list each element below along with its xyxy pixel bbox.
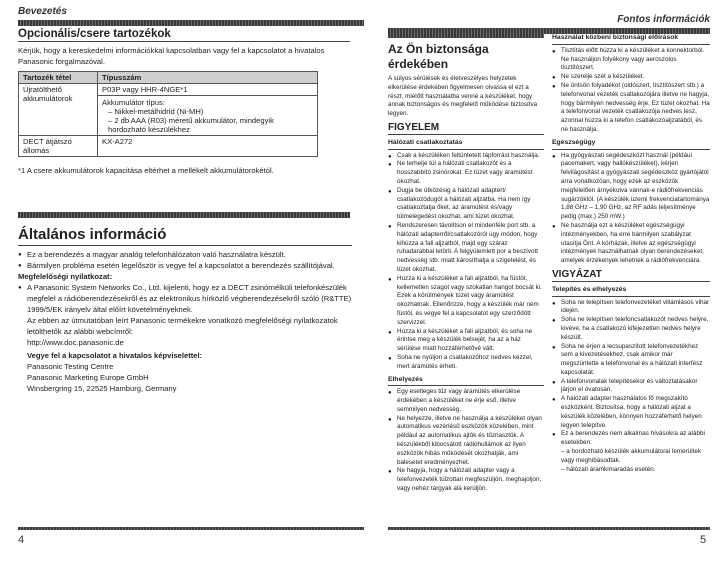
list-item: ● Rendszeresen távolítson el mindenféle port stb. a hálózati adapterről/csatlakozóról úgy módon, hogy kihúzza a fali aljzatból, majd egy száraz ruhadarabbal letörli. A felgyülemlett por a beszívott nedvesség stb. miatt károsíthatja a szigetelést, és tüzet okozhat. <box>388 222 544 275</box>
list-item: ● Ez a berendezés a magyar analóg telefonhálózaton való használatra készült. <box>18 249 352 260</box>
right-column-1 <box>388 34 544 494</box>
list-item: ● Ha gyógyászati segédeszközt használ (például pacemakert, vagy hallókészüléket), kérjen felvilágosítást a gyógyászati segédeszköz gyártójától arra vonatkozóan, hogy ezek az eszközök megfelelően árnyékolva vannak-e rádiófrekvenciás sugárzóktól. (A készülék üzemi frekvenciatartománya 1,88 GHz – 1,90 GHz, az RF adás teljesítménye pedig (max.) 250 mW.) <box>552 152 710 222</box>
power-list <box>388 152 544 372</box>
list-item: ● Ne használja ezt a készüléket egészségügyi intézményekben, ha erre bármilyen szabályzat utasítja Önt. A kórházak, illetve az egészségügyi intézmények használhatnak olyan berendezéseket, amelyek érzékenyek lehetnek a rádiófrekvenciára. <box>552 222 710 266</box>
list-item: ● Soha ne telepítsen telefoncsatlakozót nedves helyre, kivéve, ha a csatlakozó kifejezetten nedves helyre készült. <box>552 316 710 342</box>
battery-list <box>552 47 710 135</box>
right-column-2 <box>552 34 710 474</box>
list-item: ● Bármilyen probléma esetén legelőször is vegye fel a kapcsolatot a berendezés szállítójával. <box>18 260 352 271</box>
list-item: ● Soha ne érjen a lecsupaszított telefonvezetékhez sem a kivezetésekhez, csak amikor már megszüntette a telefonvonal és a hálózati interfész kapcsolatát. <box>552 343 710 378</box>
caution-list <box>552 299 710 449</box>
battery-type-1: – Nikkel-metálhidrid (Ni-MH) <box>108 107 204 116</box>
list-item: ● Soha ne telepítsen telefonvezetéket villámlásos vihar idején. <box>552 299 710 317</box>
model-number: P03P vagy HHR-4NGE*1 <box>98 85 317 96</box>
list-item: ● Tisztítás előtt húzza ki a készüléket a konnektorból. Ne használjon folyékony vagy aeroszolos tisztítószert. <box>552 47 710 73</box>
battery-type-2: – 2 db AAA (R03) méretű akkumulátor, mindegyik hordozható készülékhez <box>108 116 274 134</box>
contact-line-1: Panasonic Testing Centre <box>27 362 114 371</box>
list-item: ● A telefonvonalak telepítésekor és változtatásakor járjon el óvatosan. <box>552 378 710 396</box>
list-item: ● Húzza ki a készüléket a fali aljzatból, ha füstöt, kellemetlen szagot vagy szokatlan hangot bocsát ki. Ezek a körülmények tüzet vagy áramütést okozhatnak. Ellenőrizze, hogy a készülék már nem füstöl, és vegye fel a kapcsolatot egy szerződött szervizzel. <box>388 275 544 328</box>
list-item: ● Ne terhelje túl a hálózati csatlakozót és a hosszabbító zsinórokat. Ez tüzet vagy áramütést okozhat. <box>388 160 544 186</box>
safety-bar <box>388 34 544 38</box>
accessories-footnote: *1 A csere akkumulátorok kapacitása eltérhet a mellékelt akkumulátorokétól. <box>18 166 274 175</box>
list-item: ● Egy esetleges tűz vagy áramütés elkerülése érdekében a készüléket ne érje eső, illetve semmilyen nedvesség. <box>388 388 544 414</box>
caution-title: VIGYÁZAT <box>552 271 710 282</box>
left-footer-bar <box>18 527 364 530</box>
right-footer-bar <box>388 527 710 530</box>
caution-dash-list <box>552 448 710 474</box>
list-item: ● A Panasonic System Networks Co., Ltd. kijelenti, hogy ez a DECT zsinórnélküli telefonkészülék megfelel a rádióberendezésekről és az elektronikus hírközlő végberendezésekről szóló (R&TTE) 1999/5/EK irányelv által előírt követelményeknek. <box>18 282 352 315</box>
general-title: Általános információ <box>18 226 167 243</box>
doc-download-text: Az ebben az útmutatóban leírt Panasonic termékekre vonatkozó megfelelőségi nyilatkozatok letölthetők az alábbi webcímről: <box>27 316 338 336</box>
list-item: – hálózati áramkimaradás esetén. <box>561 465 656 473</box>
table-cell-item: Újratölthető akkumulátorok <box>19 84 98 136</box>
list-item: ● Húzza ki a készüléket a fali aljzatból, és soha ne érintse meg a készülék belsejét, ha az a ház sérülése miatt hozzáférhetővé vált. <box>388 328 544 354</box>
warning-title: FIGYELEM <box>388 124 544 135</box>
right-page-header: Fontos információk <box>617 14 710 25</box>
table-row <box>19 136 318 157</box>
accessories-intro: Kérjük, hogy a kereskedelmi információkkal kapcsolatban vagy fel a kapcsolatot a hivatalos Panasonic forgalmazóval. <box>18 46 325 66</box>
list-item: ● Dugja be ütközésig a hálózati adaptert/ csatlakozódugót a hálózati aljzatba. Ha nem így csatlakoztatja őket, az áramütést és/vagy túlmelegedést okozhat, ami tüzet okozhat. <box>388 187 544 222</box>
table-cell-model <box>98 84 318 136</box>
general-list <box>18 249 352 271</box>
safety-intro: A súlyos sérülések és életveszélyes helyzetek elkerülése érdekében figyelmesen olvassa el ezt a részt, mielőtt használatba venné a készüléket, hogy annak biztonságos és megfelelő működése biztosítva legyen. <box>388 75 538 118</box>
medical-list <box>552 152 710 266</box>
list-item: ● A hálózati adapter használatos fő megszakító eszközként. Biztosítsa, hogy a hálózati aljzat a készülék közelében, könnyen hozzáférhető helyen legyen telepítve. <box>552 395 710 430</box>
left-page-number: 4 <box>18 534 25 546</box>
contact-title: Vegye fel a kapcsolatot a hivatalos képviselettel: <box>27 351 203 360</box>
table-header-model: Típusszám <box>98 72 318 84</box>
table-cell-item: DECT átjátszó állomás <box>19 136 98 157</box>
table-header-item: Tartozék tétel <box>19 72 98 84</box>
install-list <box>388 388 544 494</box>
doc-url-link[interactable]: http://www.doc.panasonic.de <box>27 338 124 347</box>
caution-subtitle: Telepítés és elhelyezés <box>552 286 710 297</box>
list-item: ● Ez a berendezés nem alkalmas hívásokra az alábbi esetekben: <box>552 430 710 448</box>
medical-title: Egészségügy <box>552 139 710 150</box>
safety-title-1: Az Ön biztonsága <box>388 42 489 56</box>
contact-line-3: Winsbergring 15, 22525 Hamburg, Germany <box>27 384 177 393</box>
conformity-title: Megfelelőségi nyilatkozat: <box>18 272 113 281</box>
safety-title-2: érdekében <box>388 57 449 71</box>
list-item: ● Ne szerelje szét a készüléket. <box>552 73 710 82</box>
conformity-list <box>18 282 352 315</box>
battery-title: Használat közbeni biztonsági előírások <box>552 34 710 45</box>
list-item: – a hordozható készülék akkumulátorai lemerültek vagy meghibásodtak. <box>561 448 702 464</box>
accessories-title: Opcionális/csere tartozékok <box>18 28 171 40</box>
list-item: ● Ne hagyja, hogy a hálózati adapter vagy a telefonvezeték túlzottan megfeszüljön, meghajoljon, vagy nehéz tárgyak alá kerüljön. <box>388 467 544 493</box>
right-page-number: 5 <box>700 534 707 546</box>
install-title: Elhelyezés <box>388 376 544 387</box>
contact-line-2: Panasonic Marketing Europe GmbH <box>27 373 149 382</box>
table-row <box>19 84 318 136</box>
list-item: ● Csak a készüléken feltüntetett tápforrást használja. <box>388 152 544 161</box>
general-bar <box>18 212 350 218</box>
left-page-header: Bevezetés <box>18 6 67 17</box>
list-item: ● Ne helyezze, illetve ne használja a készüléket olyan automatikus vezérlésű eszközök közelében, mint például az automatikus ajtók és tűzriasztók. A készülékből kibocsátott rádióhullámok az ilyen eszközök hibás működését okozhatják, ami balesetet eredményezhet. <box>388 415 544 468</box>
accessories-table <box>18 71 318 157</box>
list-item: ● Soha ne nyúljon a csatlakozóhoz nedves kézzel, mert áramütés érheti. <box>388 354 544 372</box>
list-item: ● Ne öntsön folyadékot (oldószert, tisztítószert stb.) a telefonvonal vezeték csatlakozójára illetve ne hagyja, hogy bármilyen nedvesség érje. Ez tüzet okozhat. Ha a telefonvonal vezeték csatlakozója nedves lesz, azonnal húzza ki a telefon csatlakozóaljzatából, és ne használja. <box>552 82 710 135</box>
battery-type-label: Akkumulátor típus: <box>102 98 165 107</box>
table-cell-model: KX-A272 <box>98 136 318 157</box>
power-title: Hálózati csatlakoztatás <box>388 139 544 150</box>
